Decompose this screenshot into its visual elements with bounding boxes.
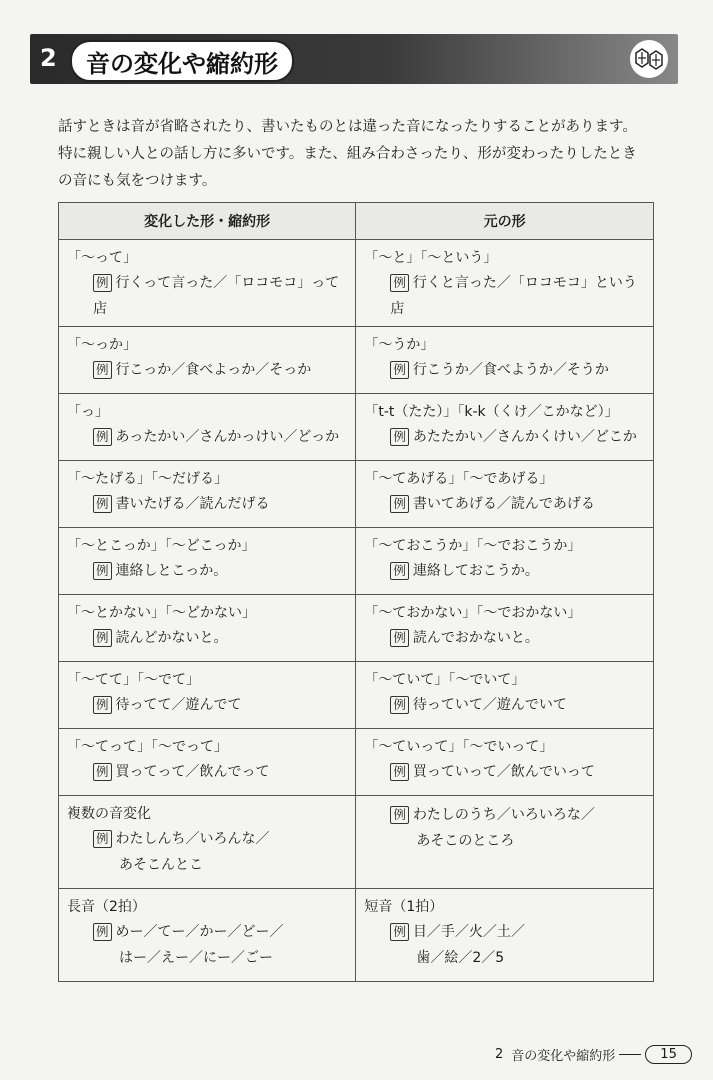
example-marker: 例: [390, 274, 409, 292]
original-form-cell: [356, 796, 654, 889]
example-line: [67, 357, 347, 383]
pattern-label: 「〜とかない」「〜どかない」: [67, 605, 256, 621]
changed-form-cell: [59, 394, 356, 461]
example-line: [364, 802, 645, 828]
example-marker: 例: [390, 806, 409, 824]
example-text: めー／てー／かー／どー／: [115, 924, 284, 940]
changed-form-cell: [59, 461, 356, 528]
example-text: 読んどかないと。: [115, 630, 228, 646]
example-text: 待ってて／遊んでて: [115, 697, 242, 713]
example-line: [67, 424, 347, 450]
table-row: [59, 729, 654, 796]
example-marker: 例: [93, 562, 112, 580]
example-text: 行こっか／食べよっか／そっか: [115, 362, 312, 378]
example-line: [67, 270, 347, 322]
footer-chapter-title: 音の変化や縮約形: [511, 1049, 616, 1064]
pattern-label: 「〜っか」: [67, 337, 137, 353]
pattern-label: 「〜てて」「〜でて」: [67, 672, 200, 688]
example-line: [364, 558, 645, 584]
example-marker: 例: [93, 830, 112, 848]
table-header-row: [59, 203, 654, 240]
pattern-label: 長音（2拍）: [67, 899, 146, 915]
pattern-label: 「〜って」: [67, 250, 137, 266]
section-title: 音の変化や縮約形: [86, 49, 278, 78]
pattern-label: 「t-t（たた）」「k-k（くけ／こかなど）」: [364, 404, 619, 420]
example-line: [67, 759, 347, 785]
example-text: 待っていて／遊んでいて: [412, 697, 567, 713]
example-text: あったかい／さんかっけい／どっか: [115, 429, 340, 445]
example-line: [364, 919, 645, 945]
example-text: あたたかい／さんかくけい／どこか: [412, 429, 637, 445]
section-title-pill: [70, 40, 294, 82]
table-row: [59, 327, 654, 394]
changed-form-cell: [59, 240, 356, 327]
example-text: 連絡しとこっか。: [115, 563, 228, 579]
pattern-label: 「〜ておかない」「〜でおかない」: [364, 605, 582, 621]
intro-line: 話すときは音が省略されたり、書いたものとは違った音になったりすることがあります。: [58, 119, 637, 135]
footer-chapter-number: 2: [495, 1047, 504, 1062]
changed-form-cell: [59, 528, 356, 595]
pattern-label: 複数の音変化: [67, 806, 151, 822]
example-text: わたしんち／いろんな／: [115, 831, 270, 847]
pattern-label: 「っ」: [67, 404, 109, 420]
table-row: [59, 796, 654, 889]
original-form-cell: [356, 595, 654, 662]
table-row: [59, 662, 654, 729]
changed-form-cell: [59, 327, 356, 394]
changed-form-cell: [59, 662, 356, 729]
intro-paragraph: [58, 114, 666, 195]
example-line-continued: 歯／絵／2／5: [416, 950, 505, 966]
example-text: 行くって言った／「ロコモコ」って店: [93, 275, 340, 317]
example-line: [67, 491, 347, 517]
column-header-changed-form: 変化した形・縮約形: [59, 203, 356, 240]
page-footer: [495, 1045, 692, 1064]
example-marker: 例: [390, 361, 409, 379]
page-number: 15: [645, 1045, 692, 1064]
pattern-label: 「〜ておこうか」「〜でおこうか」: [364, 538, 582, 554]
example-line: [364, 270, 645, 322]
example-line: [67, 919, 347, 945]
table-row: [59, 394, 654, 461]
original-form-cell: [356, 662, 654, 729]
example-text: 書いてあげる／読んであげる: [412, 496, 595, 512]
example-line: [67, 625, 347, 651]
example-marker: 例: [390, 562, 409, 580]
original-form-cell: [356, 327, 654, 394]
original-form-cell: [356, 729, 654, 796]
example-text: 買ってって／飲んでって: [115, 764, 270, 780]
example-text: 行こうか／食べようか／そうか: [412, 362, 609, 378]
example-marker: 例: [93, 428, 112, 446]
example-text: 買っていって／飲んでいって: [412, 764, 595, 780]
example-marker: 例: [390, 428, 409, 446]
example-line: [364, 424, 645, 450]
example-line: [67, 558, 347, 584]
table-row: [59, 240, 654, 327]
listening-badge-icon: [630, 40, 668, 78]
sound-change-table: [58, 202, 654, 982]
pattern-label: 「〜と」「〜という」: [364, 250, 498, 266]
example-line: [364, 759, 645, 785]
original-form-cell: [356, 240, 654, 327]
example-marker: 例: [93, 923, 112, 941]
changed-form-cell: [59, 729, 356, 796]
example-text: 連絡しておこうか。: [412, 563, 539, 579]
original-form-cell: [356, 528, 654, 595]
pattern-label: 「〜ていて」「〜でいて」: [364, 672, 526, 688]
example-line-continued: はー／えー／にー／ごー: [119, 950, 273, 966]
example-marker: 例: [93, 495, 112, 513]
table-row: [59, 595, 654, 662]
example-text: 書いたげる／読んだげる: [115, 496, 270, 512]
pattern-label: 「〜てあげる」「〜であげる」: [364, 471, 554, 487]
example-text: 目／手／火／土／: [412, 924, 525, 940]
example-line: [67, 826, 347, 852]
example-line: [67, 692, 347, 718]
changed-form-cell: [59, 889, 356, 982]
footer-rule: [619, 1054, 641, 1055]
original-form-cell: [356, 461, 654, 528]
intro-line: の音にも気をつけます。: [58, 173, 217, 189]
table-row: [59, 528, 654, 595]
example-marker: 例: [93, 763, 112, 781]
example-marker: 例: [390, 696, 409, 714]
original-form-cell: [356, 889, 654, 982]
example-marker: 例: [390, 923, 409, 941]
example-line: [364, 625, 645, 651]
example-line: [364, 357, 645, 383]
example-marker: 例: [93, 696, 112, 714]
example-marker: 例: [93, 629, 112, 647]
pattern-label: 「〜うか」: [364, 337, 435, 353]
table-row: [59, 461, 654, 528]
table-row: [59, 889, 654, 982]
pattern-label: 「〜とこっか」「〜どこっか」: [67, 538, 256, 554]
section-number: 2: [40, 44, 57, 72]
example-line: [364, 692, 645, 718]
changed-form-cell: [59, 595, 356, 662]
example-marker: 例: [93, 274, 112, 292]
changed-form-cell: [59, 796, 356, 889]
pattern-label: 「〜たげる」「〜だげる」: [67, 471, 228, 487]
example-marker: 例: [390, 629, 409, 647]
intro-line: 特に親しい人との話し方に多いです。また、組み合わさったり、形が変わったりしたとき: [58, 146, 637, 162]
example-text: 行くと言った／「ロコモコ」という店: [390, 275, 637, 317]
example-marker: 例: [93, 361, 112, 379]
pattern-label: 「〜てって」「〜でって」: [67, 739, 228, 755]
section-header: [30, 34, 678, 84]
example-line-continued: あそこのところ: [416, 833, 515, 849]
original-form-cell: [356, 394, 654, 461]
example-line-continued: あそこんとこ: [119, 857, 203, 873]
column-header-original-form: 元の形: [356, 203, 654, 240]
example-marker: 例: [390, 763, 409, 781]
example-text: わたしのうち／いろいろな／: [412, 807, 595, 823]
pattern-label: 短音（1拍）: [364, 899, 444, 915]
example-marker: 例: [390, 495, 409, 513]
pattern-label: 「〜ていって」「〜でいって」: [364, 739, 554, 755]
example-line: [364, 491, 645, 517]
example-text: 読んでおかないと。: [412, 630, 539, 646]
